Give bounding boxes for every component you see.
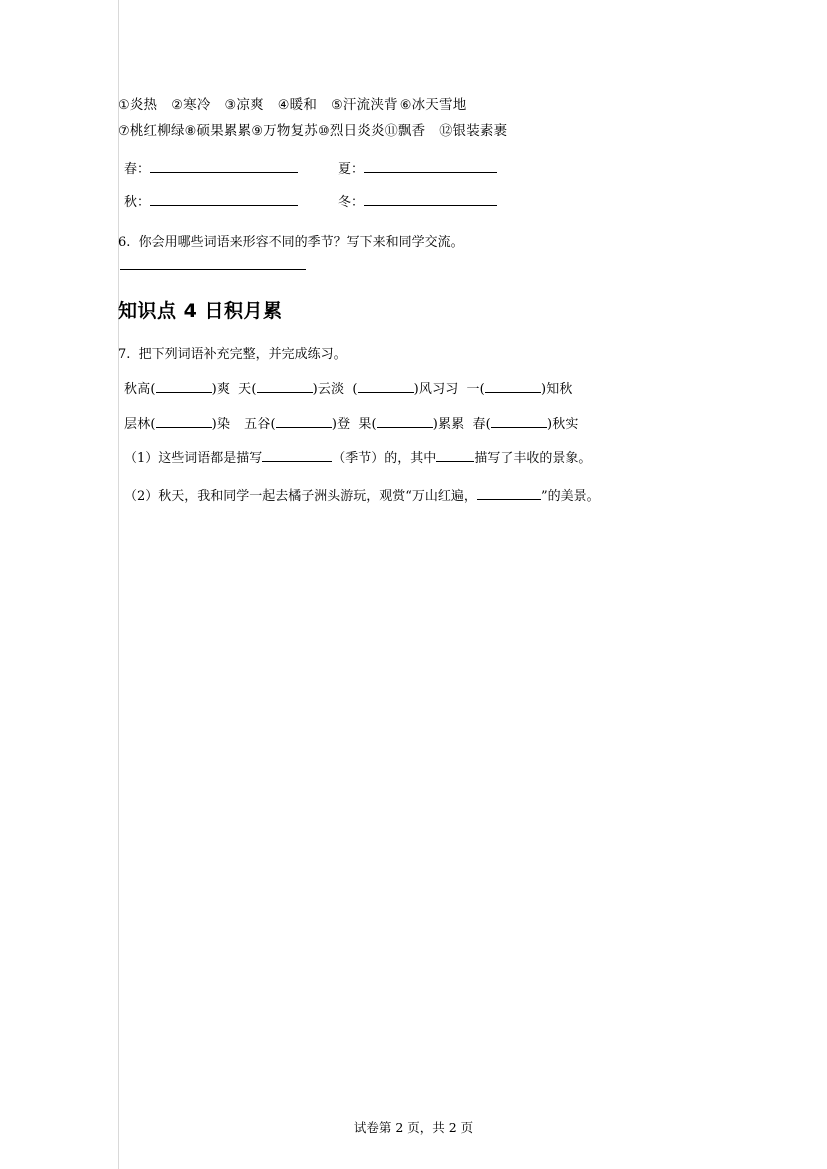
idiom-blank[interactable] <box>491 414 547 428</box>
season-label-spring: 春： <box>124 162 151 177</box>
sub2-blank-poem[interactable] <box>477 486 541 500</box>
idiom-blank[interactable] <box>156 379 212 393</box>
sub1-blank-season[interactable] <box>262 448 332 462</box>
idiom-prefix: 春( <box>472 417 491 432</box>
word-bank-word: 飘香 <box>397 123 426 139</box>
word-bank-word: 暖和 <box>289 97 318 113</box>
idiom-suffix: )知秋 <box>540 382 573 397</box>
idiom-suffix: )染 <box>211 417 231 432</box>
idiom-suffix: )云淡 <box>312 382 345 397</box>
idiom-blank[interactable] <box>257 379 313 393</box>
page-footer: 试卷第 2 页，共 2 页 <box>353 1120 474 1135</box>
word-bank-item <box>171 97 210 113</box>
idiom-blank[interactable] <box>156 414 212 428</box>
circled-number-icon: ① <box>118 98 130 113</box>
word-bank-item <box>185 123 252 139</box>
season-answer-blank-summer[interactable] <box>364 159 497 173</box>
word-bank-word: 银装素裹 <box>452 123 508 139</box>
sub1-blank-idiom[interactable] <box>436 448 474 462</box>
sub-question-label: （2） <box>124 489 159 504</box>
word-bank-word: 凉爽 <box>236 97 264 113</box>
idiom-prefix: 天( <box>238 382 257 397</box>
word-bank-word: 汗流浃背 <box>342 97 398 113</box>
idiom-suffix: )秋实 <box>546 417 579 432</box>
circled-number-icon: ⑫ <box>439 124 453 139</box>
season-label-winter: 冬： <box>338 195 365 210</box>
idiom-row-1 <box>118 378 708 397</box>
question-7-text: 把下列词语补充完整，并完成练习。 <box>138 347 347 362</box>
word-bank-item <box>118 97 157 113</box>
idiom-prefix: 果( <box>358 417 377 432</box>
circled-number-icon: ⑦ <box>118 124 130 139</box>
idiom-blank[interactable] <box>276 414 332 428</box>
word-bank-item <box>439 123 507 139</box>
idiom-prefix: 秋高( <box>124 382 156 397</box>
question-7 <box>118 343 708 362</box>
sub-question-text-2: ”的美景。 <box>540 489 600 504</box>
idiom-prefix: 五谷( <box>244 417 276 432</box>
idiom-prefix: 层林( <box>124 417 156 432</box>
word-bank-item <box>118 123 185 139</box>
circled-number-icon: ⑤ <box>331 98 343 113</box>
circled-number-icon: ④ <box>277 98 290 113</box>
season-answer-blank-winter[interactable] <box>364 192 497 206</box>
sub-question-text-1: 秋天，我和同学一起去橘子洲头游玩，观赏“万山红遍， <box>158 489 477 504</box>
word-bank-word: 硕果累累 <box>196 123 252 139</box>
sub-question-text-2: （季节）的，其中 <box>332 451 437 466</box>
word-bank-word: 烈日炎炎 <box>329 123 385 139</box>
season-label-autumn: 秋： <box>124 195 151 210</box>
question-6-number: 6. <box>118 235 131 250</box>
question-6 <box>118 232 708 254</box>
word-bank-word: 桃红柳绿 <box>129 123 185 139</box>
word-bank-item <box>331 97 398 113</box>
idiom-prefix: ( <box>352 382 358 397</box>
idiom-suffix: )累累 <box>432 417 465 432</box>
sub-question-text-1: 这些词语都是描写 <box>158 451 263 466</box>
season-answer-row-2 <box>118 191 708 210</box>
word-bank-item <box>318 123 385 139</box>
idiom-suffix: )登 <box>331 417 351 432</box>
word-bank-item <box>385 123 426 139</box>
circled-number-icon: ⑪ <box>384 124 398 139</box>
circled-number-icon: ⑧ <box>184 124 197 139</box>
circled-number-icon: ③ <box>224 98 237 113</box>
word-bank-line-1 <box>118 92 708 118</box>
question-7-number: 7. <box>118 347 131 362</box>
idiom-row-2 <box>118 413 708 432</box>
circled-number-icon: ② <box>171 98 184 113</box>
season-label-summer: 夏： <box>338 162 365 177</box>
question-7-sub-1 <box>118 448 708 470</box>
sub-question-label: （1） <box>124 451 159 466</box>
word-bank-item <box>278 97 317 113</box>
word-bank-word: 炎热 <box>129 97 158 113</box>
question-6-answer-blank[interactable] <box>120 268 306 270</box>
word-bank-item <box>225 97 264 113</box>
idiom-prefix: 一( <box>466 382 485 397</box>
question-7-sub-2 <box>118 486 708 508</box>
season-answer-row-1 <box>118 158 708 177</box>
idiom-suffix: )风习习 <box>413 382 459 397</box>
season-answer-blank-autumn[interactable] <box>150 192 298 206</box>
season-answer-blank-spring[interactable] <box>150 159 298 173</box>
word-bank-item <box>251 123 318 139</box>
circled-number-icon: ⑩ <box>318 124 330 139</box>
circled-number-icon: ⑥ <box>399 98 412 113</box>
word-bank-line-2 <box>118 118 708 144</box>
word-bank-word: 万物复苏 <box>263 123 319 139</box>
question-6-text: 你会用哪些词语来形容不同的季节？写下来和同学交流。 <box>138 235 464 250</box>
word-bank-word: 寒冷 <box>183 97 211 113</box>
sub-question-text-3: 描写了丰收的景象。 <box>474 451 592 466</box>
idiom-blank[interactable] <box>358 379 414 393</box>
page-content <box>118 92 708 508</box>
idiom-blank[interactable] <box>377 414 433 428</box>
section-title-knowledge-point-4: 知识点 4 日积月累 <box>118 300 283 322</box>
idiom-suffix: )爽 <box>211 382 231 397</box>
word-bank-item <box>400 97 467 113</box>
idiom-blank[interactable] <box>485 379 541 393</box>
word-bank-word: 冰天雪地 <box>411 97 467 113</box>
circled-number-icon: ⑨ <box>251 124 264 139</box>
